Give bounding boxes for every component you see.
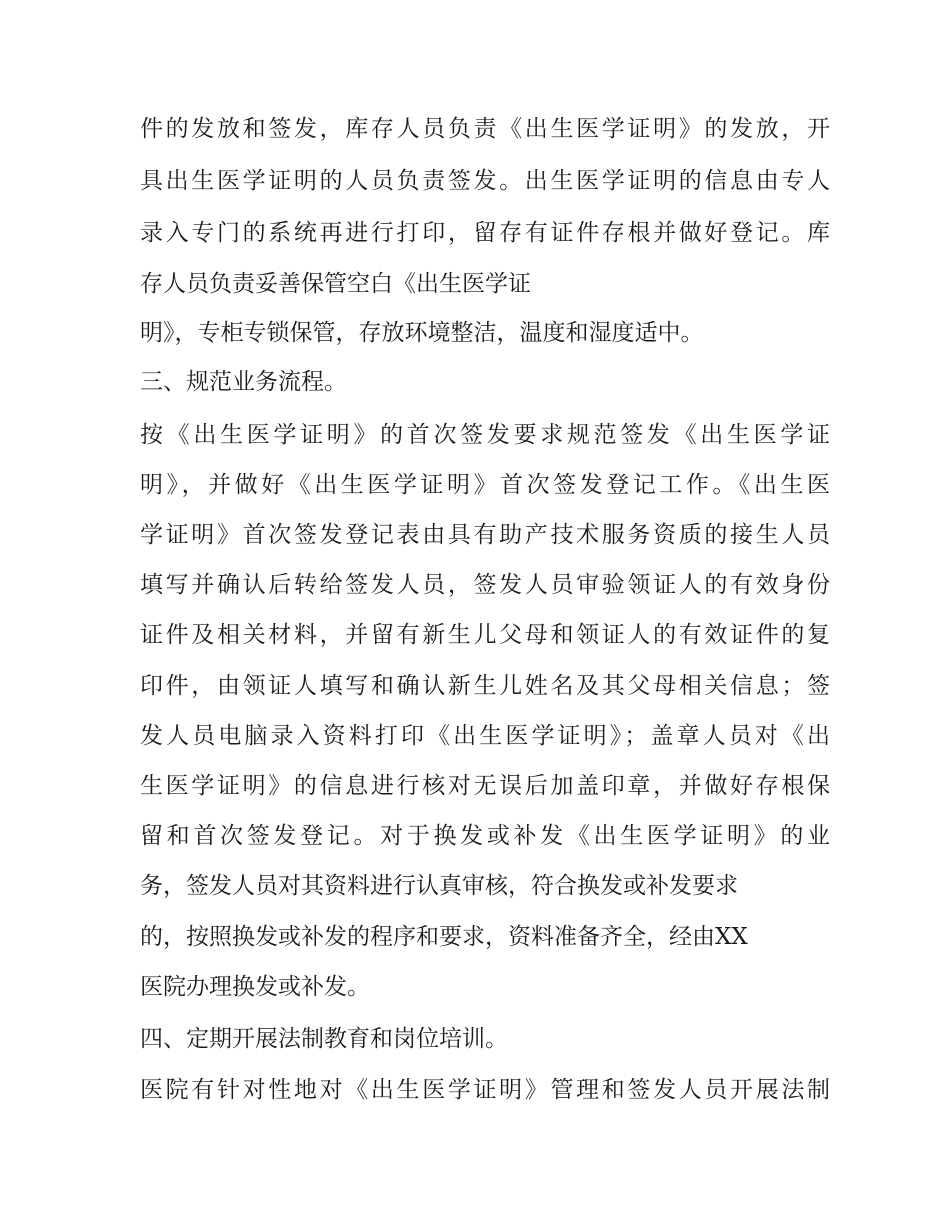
text-line: 医院办理换发或补发。 [140,974,370,1000]
text-line: 务，签发人员对其资料进行认真审核，符合换发或补发要求 [140,873,738,899]
text-line: 填写并确认后转给签发人员，签发人员审验领证人的有效身份 [140,572,830,598]
text-line: 明》，并做好《出生医学证明》首次签发登记工作。《出生医 [140,472,830,498]
text-line: 生医学证明》的信息进行核对无误后加盖印章，并做好存根保 [140,773,830,799]
text-line: 的，按照换发或补发的程序和要求，资料准备齐全，经由XX [140,924,748,950]
text-line: 录入专门的系统再进行打印，留存有证件存根并做好登记。库 [140,220,830,246]
text-line: 具出生医学证明的人员负责签发。出生医学证明的信息由专人 [140,168,830,194]
text-line: 医院有针对性地对《出生医学证明》管理和签发人员开展法制 [140,1077,830,1103]
text-line: 学证明》首次签发登记表由具有助产技术服务资质的接生人员 [140,522,830,548]
text-line: 明》，专柜专锁保管，存放环境整洁，温度和湿度适中。 [140,320,704,346]
text-line: 证件及相关材料，并留有新生儿父母和领证人的有效证件的复 [140,622,830,648]
text-line: 存人员负责妥善保管空白《出生医学证 [140,271,531,297]
text-line: 件的发放和签发，库存人员负责《出生医学证明》的发放，开 [140,116,830,142]
text-line: 发人员电脑录入资料打印《出生医学证明》；盖章人员对《出 [140,723,830,749]
text-line: 印件，由领证人填写和确认新生儿姓名及其父母相关信息；签 [140,673,830,699]
text-line: 留和首次签发登记。对于换发或补发《出生医学证明》的业 [140,823,830,849]
section-heading: 三、规范业务流程。 [140,369,347,395]
text-line: 按《出生医学证明》的首次签发要求规范签发《出生医学证 [140,422,830,448]
section-heading: 四、定期开展法制教育和岗位培训。 [140,1026,508,1052]
